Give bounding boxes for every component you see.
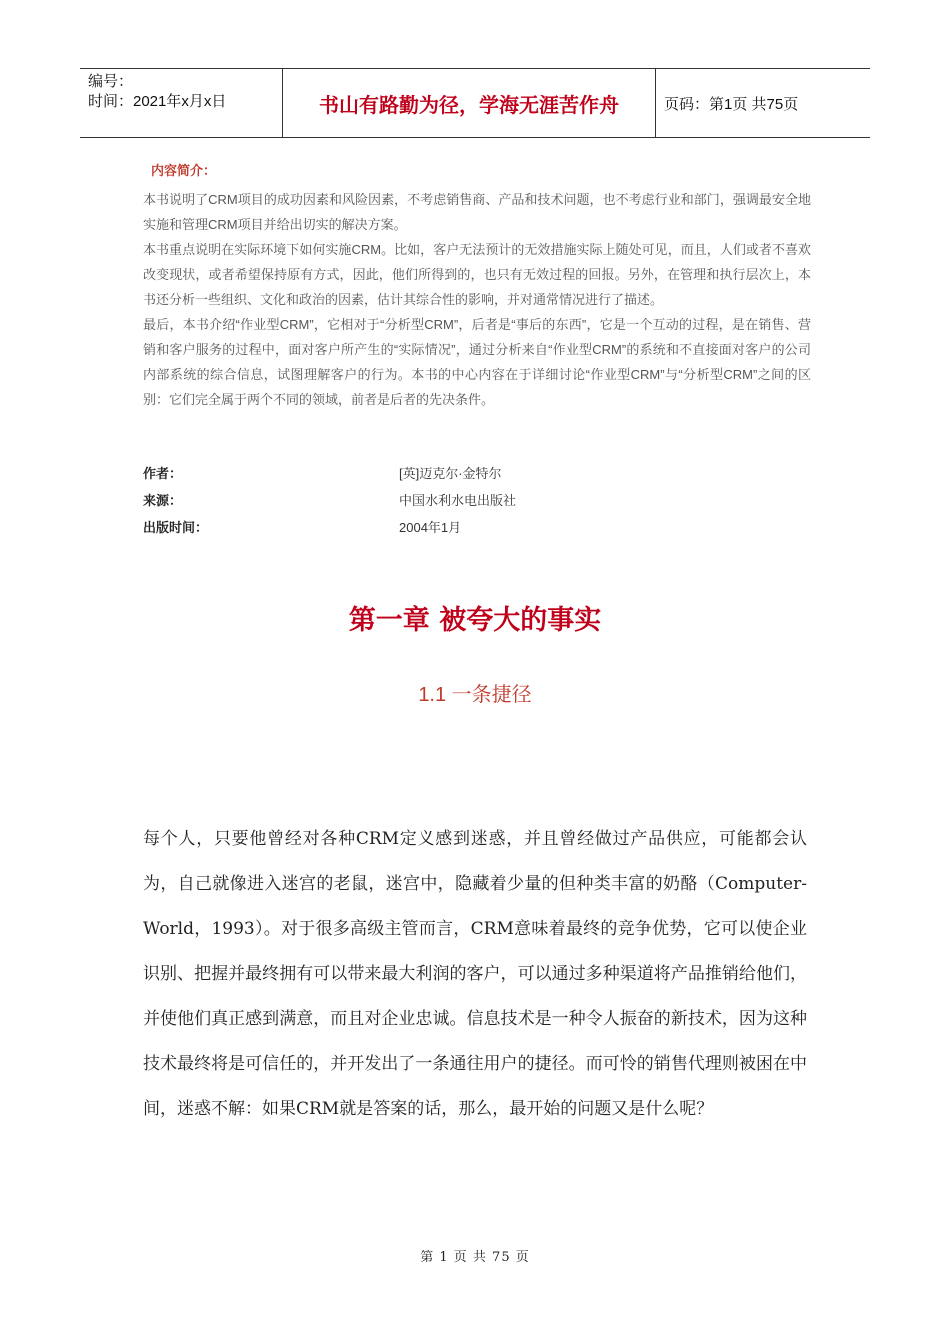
date-label: 出版时间： xyxy=(143,520,209,535)
intro-paragraph: 最后，本书介绍“作业型CRM”，它相对于“分析型CRM”，后者是“事后的东西”，它是一个互动的过程，是在销售、营销和客户服务的过程中，面对客户所产生的“实际情况”，通过分析来自“作业型CRM”的系统和不直接面对客户的公司内部系统的综合信息，试图理解客户的行为。本书的中心内容在于详细讨论“作业型CRM”与“分析型CRM”之间的区别：它们完全属于两个不同的领域，前者是后者的先决条件。 xyxy=(143,317,811,407)
source-row xyxy=(143,490,743,510)
page-header xyxy=(80,68,870,138)
date-value: 2004年1月 xyxy=(399,520,462,535)
intro-section xyxy=(143,160,811,412)
page-footer: 第 1 页 共 75 页 xyxy=(420,1250,530,1265)
chapter-title: 第一章 被夸大的事实 xyxy=(348,605,602,636)
motto: 书山有路勤为径，学海无涯苦作舟 xyxy=(283,69,656,137)
time-label: 时间：2021年x月x日 xyxy=(88,93,227,110)
source-label: 来源： xyxy=(143,493,183,508)
intro-paragraph: 本书说明了CRM项目的成功因素和风险因素，不考虑销售商、产品和技术问题，也不考虑行业和部门，强调最安全地实施和管理CRM项目并给出切实的解决方案。 xyxy=(143,192,811,232)
number-label: 编号： xyxy=(88,73,134,90)
author-value: [英]迈克尔·金特尔 xyxy=(399,466,502,481)
body-paragraph: 每个人，只要他曾经对各种CRM定义感到迷惑，并且曾经做过产品供应，可能都会认为，自己就像进入迷宫的老鼠，迷宫中，隐藏着少量的但种类丰富的奶酪（Computer-World，1993）。对于很多高级主管而言，CRM意味着最终的竞争优势，它可以使企业识别、把握并最终拥有可以带来最大利润的客户，可以通过多种渠道将产品推销给他们，并使他们真正感到满意，而且对企业忠诚。信息技术是一种令人振奋的新技术，因为这种技术最终将是可信任的，并开发出了一条通往用户的捷径。而可怜的销售代理则被困在中间，迷惑不解：如果CRM就是答案的话，那么，最开始的问题又是什么呢？ xyxy=(143,829,807,1119)
source-value: 中国水利水电出版社 xyxy=(399,493,517,508)
author-label: 作者： xyxy=(143,466,183,481)
date-row xyxy=(143,517,743,537)
author-row xyxy=(143,463,743,483)
intro-paragraph: 本书重点说明在实际环境下如何实施CRM。比如，客户无法预计的无效措施实际上随处可见，而且，人们或者不喜欢改变现状，或者希望保持原有方式，因此，他们所得到的，也只有无效过程的回报。另外，在管理和执行层次上，本书还分析一些组织、文化和政治的因素，估计其综合性的影响，并对通常情况进行了描述。 xyxy=(143,242,811,307)
header-left-cell xyxy=(80,69,283,137)
intro-heading: 内容简介： xyxy=(151,163,217,178)
section-title: 1.1 一条捷径 xyxy=(418,684,532,706)
page-info: 页码：第1页 共75页 xyxy=(664,95,799,113)
